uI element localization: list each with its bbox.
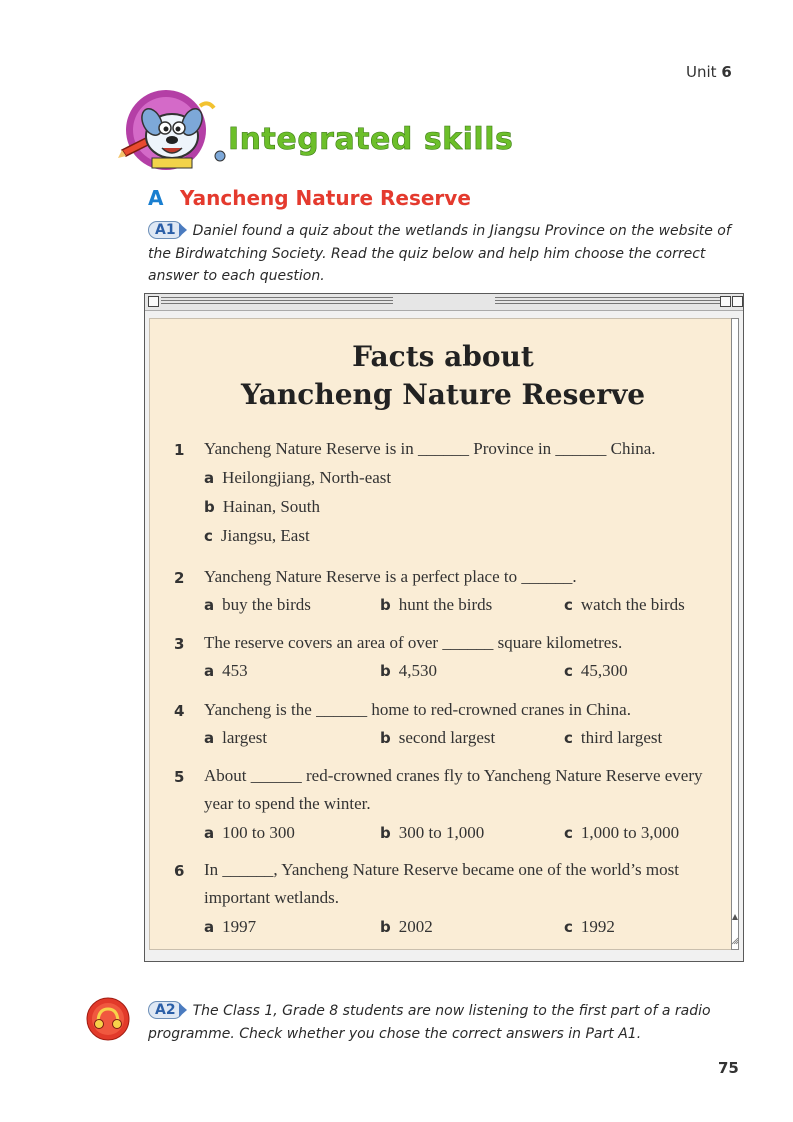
question-number: 3 (174, 635, 185, 653)
option-c (564, 591, 685, 619)
option-letter: c (564, 662, 573, 680)
option-c (564, 819, 679, 847)
option-text: 100 to 300 (222, 823, 295, 842)
question-text: Yancheng Nature Reserve is in ______ Province in ______ China. (204, 439, 656, 458)
quiz-content (149, 318, 735, 950)
question-number: 2 (174, 569, 185, 587)
option-text: 1,000 to 3,000 (580, 823, 680, 842)
unit-word: Unit (686, 63, 717, 81)
vertical-scrollbar[interactable] (731, 318, 739, 950)
option-letter: a (204, 596, 215, 614)
option-letter: a (204, 662, 215, 680)
dog-mascot-icon (108, 86, 232, 176)
headphones-icon (86, 997, 130, 1041)
option-letter: b (380, 596, 391, 614)
option-text: 45,300 (580, 661, 628, 680)
option-text: 2002 (398, 917, 433, 936)
section-letter: A (148, 186, 164, 210)
option-a (204, 913, 256, 941)
play-arrow-icon (179, 223, 187, 237)
titlebar-stripes (495, 297, 721, 306)
instruction-a1 (148, 220, 738, 288)
option-letter: b (204, 498, 215, 516)
question-text: Yancheng Nature Reserve is a perfect place to ______. (204, 567, 577, 586)
option-letter: b (380, 824, 391, 842)
instruction-a2-text: The Class 1, Grade 8 students are now listening to the first part of a radio programme. Check whether you chose the correct answers in Part A1. (148, 1003, 711, 1042)
collapse-box-icon[interactable] (732, 296, 743, 307)
option-letter: a (204, 469, 215, 487)
page-number: 75 (718, 1059, 739, 1077)
option-text: third largest (580, 728, 663, 747)
option-letter: b (380, 729, 391, 747)
option-letter: c (564, 824, 573, 842)
option-a (204, 819, 295, 847)
option-text: 300 to 1,000 (398, 823, 485, 842)
play-arrow-icon (179, 1003, 187, 1017)
option-letter: c (204, 527, 213, 545)
question-text: The reserve covers an area of over ______ square kilometres. (204, 633, 623, 652)
option-letter: b (380, 918, 391, 936)
option-b (380, 819, 484, 847)
option-text: Heilongjiang, North-east (222, 468, 392, 487)
option-a (204, 464, 391, 492)
option-letter: a (204, 918, 215, 936)
question-text: Yancheng is the ______ home to red-crowned cranes in China. (204, 700, 631, 719)
option-text: second largest (398, 728, 496, 747)
question-number: 1 (174, 441, 185, 459)
option-text: buy the birds (222, 595, 311, 614)
option-letter: a (204, 729, 215, 747)
zoom-box-icon[interactable] (720, 296, 731, 307)
section-title: Yancheng Nature Reserve (180, 186, 471, 210)
option-letter: c (564, 918, 573, 936)
instruction-a2 (148, 1000, 738, 1045)
instruction-a1-text: Daniel found a quiz about the wetlands in Jiangsu Province on the website of the Birdwatching Society. Read the quiz below and help him choose the correct answer to each question. (148, 223, 731, 284)
quiz-title-line1: Facts about (352, 340, 534, 373)
option-text: Jiangsu, East (220, 526, 310, 545)
question-number: 6 (174, 862, 185, 880)
unit-number: 6 (721, 63, 732, 81)
option-letter: a (204, 824, 215, 842)
option-letter: c (564, 729, 573, 747)
option-b (380, 913, 433, 941)
question-text: About ______ red-crowned cranes fly to Yancheng Nature Reserve every year to spend the winter. (204, 766, 703, 813)
browser-window (144, 293, 744, 962)
option-b (380, 657, 437, 685)
option-c (564, 913, 615, 941)
option-text: Hainan, South (222, 497, 321, 516)
tag-a2: A2 (148, 1001, 183, 1019)
option-text: 4,530 (398, 661, 437, 680)
option-c (564, 657, 628, 685)
option-text: hunt the birds (398, 595, 493, 614)
option-b (204, 493, 320, 521)
option-b (380, 591, 492, 619)
option-c (204, 522, 310, 550)
option-text: watch the birds (580, 595, 685, 614)
option-text: largest (222, 728, 268, 747)
question-text: In ______, Yancheng Nature Reserve became one of the world’s most important wetlands. (204, 860, 679, 907)
close-box-icon[interactable] (148, 296, 159, 307)
option-c (564, 724, 662, 752)
resize-grip-icon[interactable] (732, 931, 738, 945)
window-titlebar[interactable] (145, 294, 743, 311)
option-text: 1992 (580, 917, 615, 936)
option-letter: b (380, 662, 391, 680)
tag-a1: A1 (148, 221, 183, 239)
quiz-title (150, 338, 736, 414)
titlebar-stripes (161, 297, 393, 306)
question-number: 4 (174, 702, 185, 720)
page-title: Integrated skills (228, 122, 514, 157)
unit-label (686, 63, 732, 81)
option-b (380, 724, 495, 752)
question-number: 5 (174, 768, 185, 786)
quiz-title-line2: Yancheng Nature Reserve (240, 378, 646, 411)
option-a (204, 724, 267, 752)
option-text: 453 (222, 661, 248, 680)
option-letter: c (564, 596, 573, 614)
option-a (204, 591, 311, 619)
scroll-up-arrow-icon[interactable] (732, 911, 738, 925)
option-text: 1997 (222, 917, 257, 936)
option-a (204, 657, 248, 685)
